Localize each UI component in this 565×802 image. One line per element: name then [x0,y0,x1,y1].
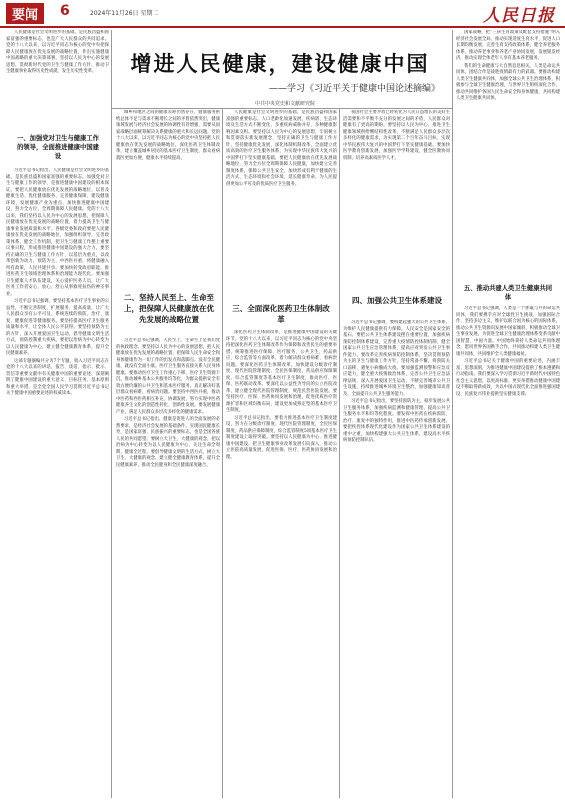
article-column-3-top [226,110,337,302]
page-number: 6 [60,3,70,19]
column-rule [222,108,223,798]
paragraph: 习近平总书记指出，要着力推进基本医疗卫生制度建设，努力在分级诊疗制度、现代医院管理制度、全民医保制度、药品供应保障制度、综合监管制度5项基本医疗卫生制度建设上取得突破。要坚持以人民健康为中心，推进健康中国建设，把卫生健康事业改革发展引向深入，推动公立医院高质量发展，促进医保、医疗、医药协同发展和治理。 [226,415,337,460]
paragraph: 人民健康是社会文明进步的基础，是民族昌盛和国家富强的重要标志。人口老龄化加速发展，疾病谱、生态环境及生活方式不断变化，多重疾病威胁并存、多种健康影响因素交织。要坚持以人民为中心的发展思想，牢固树立和贯彻落实新发展理念，坚持正确的卫生与健康工作方针，坚持健康优先发展，深化体制机制改革，全面建立优质高效的医疗卫生服务体系，为实现中华民族伟大复兴的中国梦打下坚实健康基础。要把人民健康放在优先发展战略地位，努力全方位全周期保障人民健康，加快建立完善制度体系，保障公共卫生安全，加快形成有利于健康的生活方式、生态环境和社会环境，延长健康寿命，为人民提供更加公平可及的优质医疗卫生服务。 [226,110,337,187]
paragraph: 国家战略，把“三孩生育政策及配套支持措施”纳入经济社会发展全局，推动实现适度生育水平，促进人口长期均衡发展，完善生育支持政策体系，健全养老服务体系，推动养老事业和养老产业协同发展，发展银发经济，推动实现全体老年人享有基本养老服务。 [456,30,560,61]
paragraph: 这部专题摘编共分为7个专题，收入习近平同志在党的十八大以来的讲话、报告、谈话、指示、批示、贺信等重要文献中有关健康中国的重要论述，深刻阐明了健康中国建设的重大意义、目标任务、基本原则和重大举措，是全党全国人民学习贯彻习近平总书记关于健康中国重要论述的权威读本。 [6,358,109,396]
column-rule [339,108,340,798]
section-tag: 要闻 [6,3,44,24]
paragraph: 习近平总书记指出，要坚持预防为主，稳步发展公共卫生服务体系，加强疾病监测和健康管理，提高公共卫生服务水平和均等化程度。要发挥中医药在疾病预防、治疗、康复中的独特作用，推进中医药传承创新发展。要把疾控体系现代化建设作为国家公共卫生体系建设的重中之重，加快构建强大公共卫生体系，建设高水平疾病预防控制队伍。 [343,399,450,443]
paragraph: 我们的生命健康与大自然息息相关。人类是命运共同体，团结合作是战胜疫情最有力的武器。要推动构建人类卫生健康共同体，加强全球公共卫生治理体系，积极参与全球卫生健康治理，与世界卫生组织深化合作，推动共同维护各国人民生命安全和身体健康，共同构建人类卫生健康共同体。 [456,63,560,101]
subhead: ——学习《习近平关于健康中国论述摘编》 [268,84,440,94]
article-column-5 [456,306,560,798]
paragraph: 习近平总书记强调，人类是一个休戚与共的命运共同体，我们要携手应对全球性卫生挑战，加强国际合作，坚持多边主义，维护以联合国为核心的国际体系，推动公共卫生资源向发展中国家倾斜，积极推动全球卫生事业发展，为促进全球卫生健康治理体系变革贡献中国智慧、中国力量。中国始终秉持人类命运共同体理念，愿同世界各国携手合作，共同推动构建人类卫生健康共同体，共同维护全人类健康福祉。 [456,306,560,357]
article-column-5-top [456,30,560,280]
article-column-4-top [343,110,450,292]
section-heading-3: 三、全面深化医药卫生体制改革 [232,304,330,324]
paragraph: 深化医药卫生体制改革，是推进健康中国建设的关键环节。党的十八大以来，以习近平同志为核心的党中央坚持把深化医药卫生体制改革作为保障和改善民生的重要举措，统筹推进医疗保障、医疗服务、公共卫生、药品供应、综合监管等方面改革，着力解决群众看病难、看病贵问题。要深化医药卫生体制改革，加快建设分级诊疗制度、现代医院管理制度、全民医保制度、药品供应保障制度、综合监管制度等基本医疗卫生制度，推动医疗、医保、医药联动改革。要深化以公益性为导向的公立医院改革，建立健全现代医院管理制度，规范民营医院发展。要坚持医疗、医保、医药协同发展和治理，促进优质医疗资源扩容和区域均衡布局，建设更加成熟定型的基本医疗卫生制度。 [226,330,337,413]
paragraph: 习近平总书记强调，人民至上、生命至上是我们党的执政理念。要坚持以人民为中心的发展思想，把人民健康放在优先发展的战略位置，把保障人民生命安全和身体健康作为一切工作的出发点和落脚点。没有全民健康，就没有全面小康。医疗卫生服务直接关系人民身体健康。要推动医疗卫生工作重心下移、医疗卫生资源下沉，推动城乡基本公共服务均等化，为群众提供安全有效方便价廉的公共卫生和基本医疗服务，真正解决好基层群众看病难、看病贵问题。要坚持中西医并重，推动中医药和西医药相互补充、协调发展，努力实现中医药健康养生文化的创造性转化、创新性发展。要发展健康产业，满足人民群众多层次多样化的健康需求。 [116,338,220,415]
article-column-4 [343,320,450,798]
section-heading-5: 五、推动共建人类卫生健康共同体 [463,285,553,301]
article-column-1-cont [6,168,109,798]
paragraph: 习近平总书记强调，要坚持基本医疗卫生事业的公益性，不断完善制度、扩展服务、提高质量，让广大人民群众享有公平可及、系统连续的预防、治疗、康复、健康促进等健康服务。要坚持提高医疗卫生服务质量和水平，让全体人民公平获得。要坚持预防为主的方针，深入开展爱国卫生运动，倡导健康文明生活方式，预防控制重大疾病。要把以治病为中心转变为以人民健康为中心，建立健全健康教育体系，提升全民健康素养。 [6,299,109,356]
paragraph: 我国社会主要矛盾已经转化为人民日益增长的美好生活需要和不平衡不充分的发展之间的矛盾，人民群众对健康有了更高的期盼。要坚持以人民为中心，推进卫生健康领域供给侧结构性改革，不断满足人民群众多层次多样化的健康需求，为实现第二个百年奋斗目标、实现中华民族伟大复兴的中国梦打下坚实健康基础。要加快医学教育创新发展，加强医学学科建设，健全医教协同机制，培养高素质医学人才。 [343,110,450,161]
headline-rule [112,108,452,109]
column-rule [452,30,453,798]
paragraph: 人民健康是社会文明进步的基础，是民族昌盛和国家富强的重要标志，也是广大人民群众的共同追求。党的十八大以来，以习近平同志为核心的党中央把保障人民健康放在优先发展的战略位置，作出实施健康中国战略的重大决策部署，坚持以人民为中心的发展思想，贯彻新时代党的卫生与健康工作方针，推动卫生健康事业取得历史性成就、发生历史性变革。 [6,30,109,74]
byline: 中共中央党史和文献研究院 [254,101,315,107]
section-heading-2: 二、坚持人民至上、生命至上，把保障人民健康放在优先发展的战略位置 [124,293,214,324]
paragraph: 习近平总书记指出，健康是促进人的全面发展的必然要求，是经济社会发展的基础条件。实现国民健康长寿，是国家富强、民族振兴的重要标志，也是全国各族人民的共同愿望。要树立大卫生、大健康的观念，把以治病为中心转变为以人民健康为中心，关注生命全周期、健康全过程。要倡导健康文明的生活方式，树立大卫生、大健康的观念，建立健全健康教育体系，提升全民健康素养，推动全民健身和全民健康深度融合。 [116,417,220,468]
headline: 增进人民健康，建设健康中国 [130,52,430,76]
article-column-3 [226,330,337,798]
article-column-2 [116,338,220,798]
column-rule [111,30,112,798]
masthead [0,0,565,28]
article-column-1 [6,30,109,130]
paragraph: 习近平总书记强调，要构建起强大的公共卫生体系，为维护人民健康提供有力保障。人民安全是国家安全的基石。要把公共卫生体系建设摆在重要位置，加强疾病预防控制体系建设，完善重大疫情防控体制机制，健全国家公共卫生应急管理体系，提高应对突发公共卫生事件能力。要改革完善疾病预防控制体系，坚决贯彻预防为主的卫生与健康工作方针，坚持常备不懈，将预防关口前移，避免小病酿成大疫。要加强监测预警和应急反应能力，健全重大疫情救治体系，完善公共卫生应急法律法规，深入开展爱国卫生运动，不断完善城市公共卫生设施，持续推进城乡环境卫生整治，加强健康知识普及，全面提升公共卫生服务能力。 [343,320,450,397]
section-heading-1: 一、加强党对卫生与健康工作的领导，全面推进健康中国建设 [14,134,102,161]
section-heading-4: 四、加强公共卫生体系建设 [352,296,442,305]
date-line: 2024年11月26日 星期二 [90,10,159,17]
paragraph: 习近平总书记关于健康中国的重要论述，内涵丰富、思想深刻，为推进健康中国建设提供了根本遵循和行动指南。我们要深入学习贯彻习近平新时代中国特色社会主义思想，以更高标准、更实举措推动健康中国建设不断取得新成效，为以中国式现代化全面推进强国建设、民族复兴伟业提供坚实健康支撑。 [456,359,560,397]
paragraph: 城乡和地区之间的健康差距仍然存在，健康服务供给总体不足与需求不断增长之间的矛盾依然突出，健康领域发展与经济社会发展的协调性有待增强，需要从国家战略层面统筹解决关系健康的重大和长远问题。党的十八大以来，以习近平同志为核心的党中央坚持把人民健康放在优先发展的战略地位，深化医药卫生体制改革，建立覆盖城乡居民的基本医疗卫生制度，群众看病就医更加方便，健康水平持续提高。 [116,110,220,161]
paragraph: 习近平总书记指出，人民健康是社会文明进步的基础，是民族昌盛和国家富强的重要标志。加强党对卫生与健康工作的领导，是推进健康中国建设的根本保证。要把人民健康放在优先发展的战略地位，以普及健康生活、优化健康服务、完善健康保障、建设健康环境、发展健康产业为重点，加快推进健康中国建设，努力全方位、全周期保障人民健康。党的十八大以来，我们坚持以人民为中心的发展思想，把保障人民健康放在优先发展的战略位置，着力提高卫生与健康事业发展质量和水平。各级党委和政府要把人民健康放在优先发展的战略地位，加强组织领导，完善政策体系，健全工作机制，把卫生与健康工作摆上重要议事日程，形成推进健康中国建设的强大合力。要坚持正确的卫生与健康工作方针，以基层为重点，以改革创新为动力，预防为主，中西医并重，将健康融入所有政策，人民共建共享。要加快转变政府职能，推进医药卫生领域治理体系和治理能力现代化。要加强卫生健康人才队伍建设，关心爱护医务人员，让广大医务工作者安心、放心、舒心从事救死扶伤的神圣事业。 [6,168,109,297]
newspaper-logo: 人民日报 [483,6,555,26]
article-column-2-top [116,110,220,290]
